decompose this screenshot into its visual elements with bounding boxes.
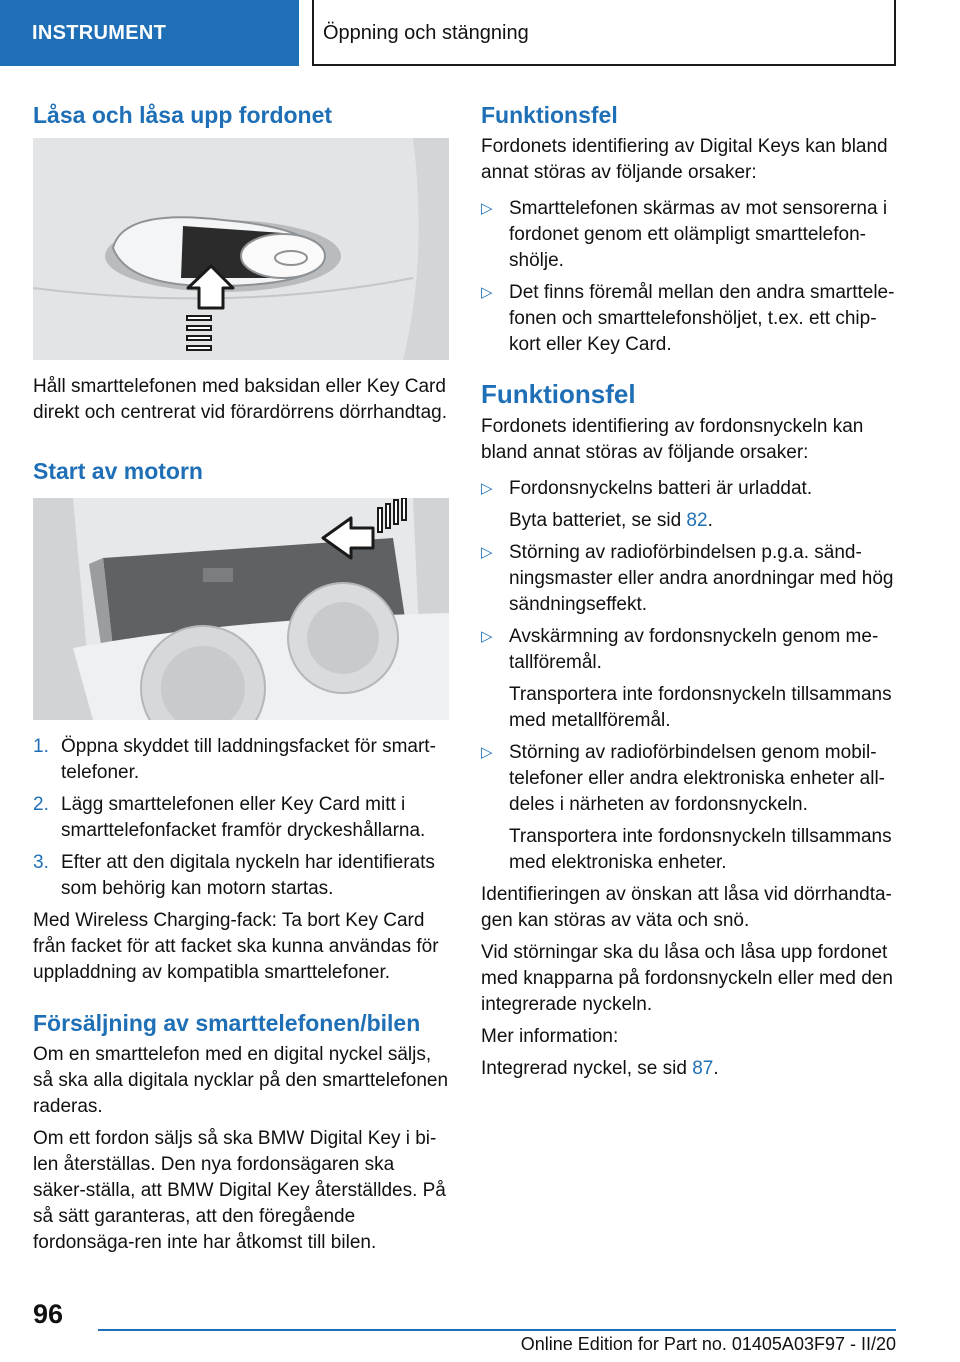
list-item: ▷ Fordonsnyckelns batteri är urladdat. xyxy=(481,476,899,502)
sale-paragraph-2: Om ett fordon säljs så ska BMW Digital Key i bi-len återställas. Den nya fordonsägaren ska säker-ställa, att BMW Digital Key återställdes. På så sätt garanteras, att den föregående fordonsäga-ren inte har åtkomst till bilen. xyxy=(33,1128,446,1253)
lock-heading: Låsa och låsa upp fordonet xyxy=(33,102,333,128)
bullet-triangle-icon: ▷ xyxy=(481,480,493,497)
step-item: 2. Lägg smarttelefonen eller Key Card mitt i smarttelefonfacket framför dryckeshållarna. xyxy=(33,794,426,841)
start-steps xyxy=(33,734,449,902)
left-column xyxy=(33,100,449,1262)
fault2-list-cont xyxy=(481,540,899,676)
chapter-title: Öppning och stängning xyxy=(323,22,529,44)
step-item: 1. Öppna skyddet till laddningsfacket för smart-telefoner. xyxy=(33,736,436,783)
right-column xyxy=(481,100,899,1088)
fault2-list-cont2 xyxy=(481,740,899,818)
bullet-triangle-icon: ▷ xyxy=(481,200,493,217)
list-item: ▷ Störning av radioförbindelsen p.g.a. sänd-ningsmaster eller andra anordningar med hög sändningseffekt. xyxy=(481,542,894,615)
buttons-paragraph: Vid störningar ska du låsa och låsa upp fordonet med knapparna på fordonsnyckeln eller med den integrerade nyckeln. xyxy=(481,942,893,1015)
start-heading: Start av motorn xyxy=(33,458,203,484)
metal-hint: Transportera inte fordonsnyckeln tillsammans med metallföremål. xyxy=(509,684,892,731)
integrated-key-reference: Integrerad nyckel, se sid 87. xyxy=(481,1058,719,1079)
page-link-87[interactable]: 87 xyxy=(692,1058,714,1079)
sale-heading: Försäljning av smarttelefonen/bilen xyxy=(33,1010,421,1036)
section-tab: INSTRUMENT xyxy=(0,0,299,66)
fault2-heading: Funktionsfel xyxy=(481,379,636,409)
list-item: ▷ Det finns föremål mellan den andra smarttele-fonen och smarttelefonshöljet, t.ex. ett chip-kort eller Key Card. xyxy=(481,282,895,355)
lock-text: Håll smarttelefonen med baksidan eller Key Card direkt och centrerat vid förardörrens dörrhandtag. xyxy=(33,376,447,423)
door-handle-illustration xyxy=(33,138,449,360)
sale-paragraph-1: Om en smarttelefon med en digital nyckel säljs, så ska alla digitala nycklar på den smarttelefonen raderas. xyxy=(33,1044,449,1117)
footer-rule xyxy=(98,1329,896,1331)
footer-edition: Online Edition for Part no. 01405A03F97 - II/20 xyxy=(520,1334,896,1354)
charging-tray-illustration xyxy=(33,498,449,720)
list-item: ▷ Smarttelefonen skärmas av mot sensorerna i fordonet genom ett olämpligt smarttelefon-shölje. xyxy=(481,198,888,271)
page-link-82[interactable]: 82 xyxy=(686,510,708,531)
battery-hint: Byta batteriet, se sid 82. xyxy=(509,510,713,531)
fault2-list xyxy=(481,476,899,502)
bullet-triangle-icon: ▷ xyxy=(481,628,493,645)
more-info-label: Mer information: xyxy=(481,1026,619,1047)
step-item: 3. Efter att den digitala nyckeln har identifierats som behörig kan motorn startas. xyxy=(33,852,435,899)
page-number: 96 xyxy=(33,1299,64,1329)
bullet-triangle-icon: ▷ xyxy=(481,744,493,761)
list-item: ▷ Avskärmning av fordonsnyckeln genom me-tallföremål. xyxy=(481,626,879,673)
bullet-triangle-icon: ▷ xyxy=(481,544,493,561)
fault1-heading: Funktionsfel xyxy=(481,102,618,128)
list-item: ▷ Störning av radioförbindelsen genom mobil-telefoner eller andra elektroniska enheter all-deles i närheten av fordonsnyckeln. xyxy=(481,742,885,815)
page-header xyxy=(0,0,960,66)
fault2-intro: Fordonets identifiering av fordonsnyckeln kan bland annat störas av följande orsaker: xyxy=(481,416,864,463)
charging-tray-image xyxy=(33,498,449,720)
door-paragraph: Identifieringen av önskan att låsa vid dörrhandta-gen kan störas av väta och snö. xyxy=(481,884,892,931)
bullet-triangle-icon: ▷ xyxy=(481,284,493,301)
door-handle-image xyxy=(33,138,449,360)
fault1-intro: Fordonets identifiering av Digital Keys kan bland annat störas av följande orsaker: xyxy=(481,136,888,183)
electronics-hint: Transportera inte fordonsnyckeln tillsammans med elektroniska enheter. xyxy=(509,826,892,873)
wireless-text: Med Wireless Charging-fack: Ta bort Key Card från facket för att facket ska kunna användas för uppladdning av kompatibla smarttelefoner. xyxy=(33,910,439,983)
fault1-list xyxy=(481,196,899,358)
